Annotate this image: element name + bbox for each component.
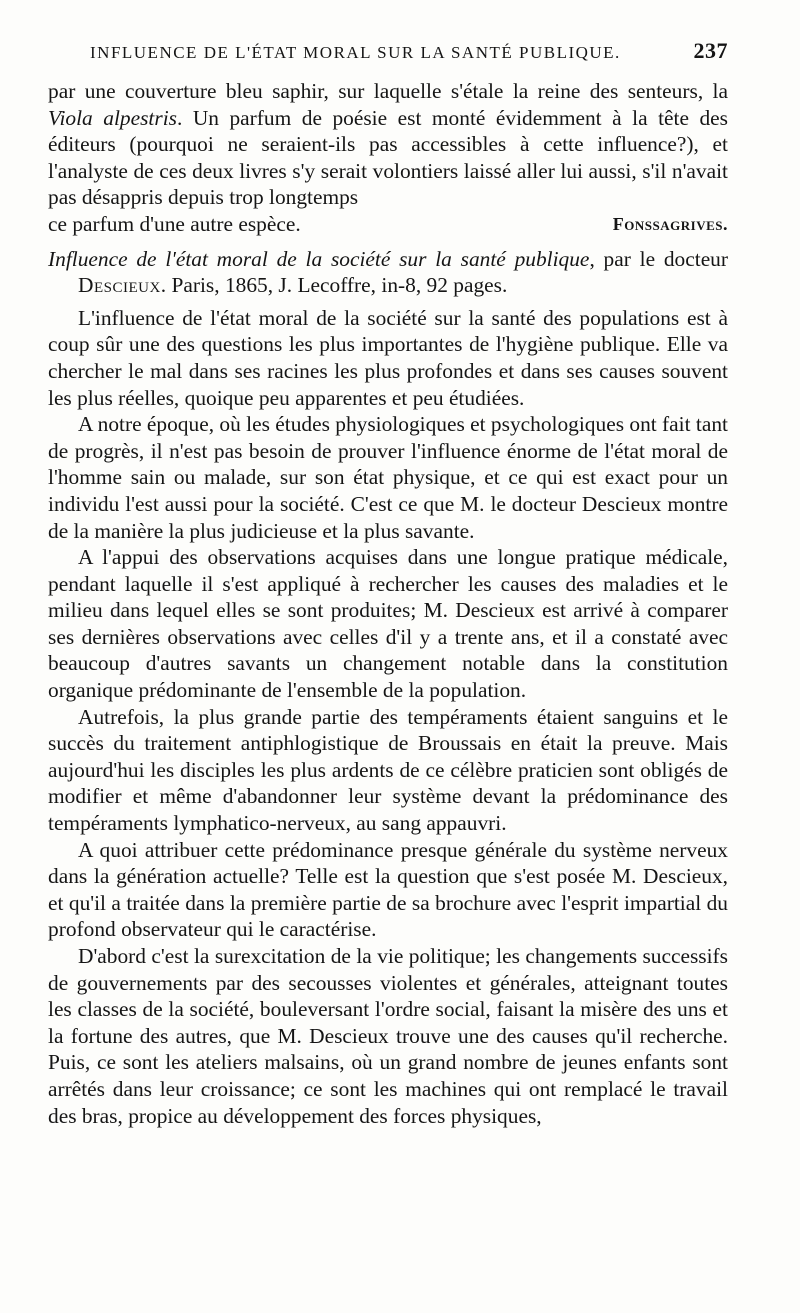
running-title: INFLUENCE DE L'ÉTAT MORAL SUR LA SANTÉ PUBLIQUE. [90,43,621,62]
author-signature: Fonssagrives. [612,213,728,234]
review-author: Descieux [78,273,161,298]
review-details: . Paris, 1865, J. Lecoffre, in-8, 92 pages. [160,273,508,298]
opening-last-line: ce parfum d'une autre espèce. [48,211,301,236]
opening-italic: Viola alpestris [48,105,177,130]
body-paragraph-4: Autrefois, la plus grande partie des tempéraments étaient sanguins et le succès du traitement antiphlogistique de Broussais en était la preuve. Mais aujourd'hui les disciples les plus ardents de ce célèbre praticien sont obligés de modifier et même d'abandonner leur système devant la prédominance des tempéraments lymphatico-nerveux, au sang appauvri. [48,704,728,836]
body-paragraph-6: D'abord c'est la surexcitation de la vie politique; les changements successifs de gouvernements par des secousses violentes et générales, atteignant toutes les classes de la société, bouleversant l'ordre social, faisant la misère des uns et la fortune des autres, que M. Descieux trouve une des causes qu'il recherche. Puis, ce sont les ateliers malsains, où un grand nombre de jeunes enfants sont arrêtés dans leur croissance; ce sont les machines qui ont remplacé le travail des bras, propice au développement des forces physiques, [48,944,728,1128]
signature-line [48,211,728,238]
opening-text-2: . Un parfum de poésie est monté évidemment à la tête des éditeurs (pourquoi ne seraient-ils pas accessibles à cette influence?), et l'analyste de ces deux livres s'y serait volontiers laissé aller lui aussi, s'il n'avait pas désappris depuis trop longtemps [48,105,729,210]
opening-text-1: par une couverture bleu saphir, sur laquelle s'étale la reine des senteurs, la [48,79,728,103]
review-title: Influence de l'état moral de la société sur la santé publique [48,246,590,271]
running-header [48,38,728,78]
page-content [48,38,728,1129]
body-paragraph-5: A quoi attribuer cette prédominance presque générale du système nerveux dans la génération actuelle? Telle est la question que s'est posée M. Descieux, et qu'il a traitée dans la première partie de sa brochure avec l'esprit impartial du profond observateur qui le caractérise. [48,837,728,942]
body-paragraph-1: L'influence de l'état moral de la société sur la santé des populations est à coup sûr une des questions les plus importantes de l'hygiène publique. Elle va chercher le mal dans ses racines les plus profondes et dans ses causes souvent les plus réelles, quoique peu apparentes et peu étudiées. [48,305,728,410]
body-paragraph-3: A l'appui des observations acquises dans une longue pratique médicale, pendant laquelle il s'est appliqué à rechercher les causes des maladies et le milieu dans lequel elles se sont produites; M. Descieux est arrivé à comparer ses dernières observations avec celles d'il y a trente ans, et il a constaté avec beaucoup d'autres savants un changement notable dans la constitution organique prédominante de l'ensemble de la population. [48,545,728,703]
body-paragraph-2: A notre époque, où les études physiologiques et psychologiques ont fait tant de progrès, il n'est pas besoin de prouver l'influence énorme de l'état moral de l'homme sain ou malade, sur son état physique, et ce qui est exact pour un individu l'est aussi pour la société. C'est ce que M. le docteur Descieux montre de la manière la plus judicieuse et la plus savante. [48,412,728,543]
review-by: , par le docteur [589,246,729,271]
review-body [48,305,728,1129]
page-number: 237 [693,38,728,63]
opening-paragraph [48,78,728,211]
review-heading [48,246,728,299]
